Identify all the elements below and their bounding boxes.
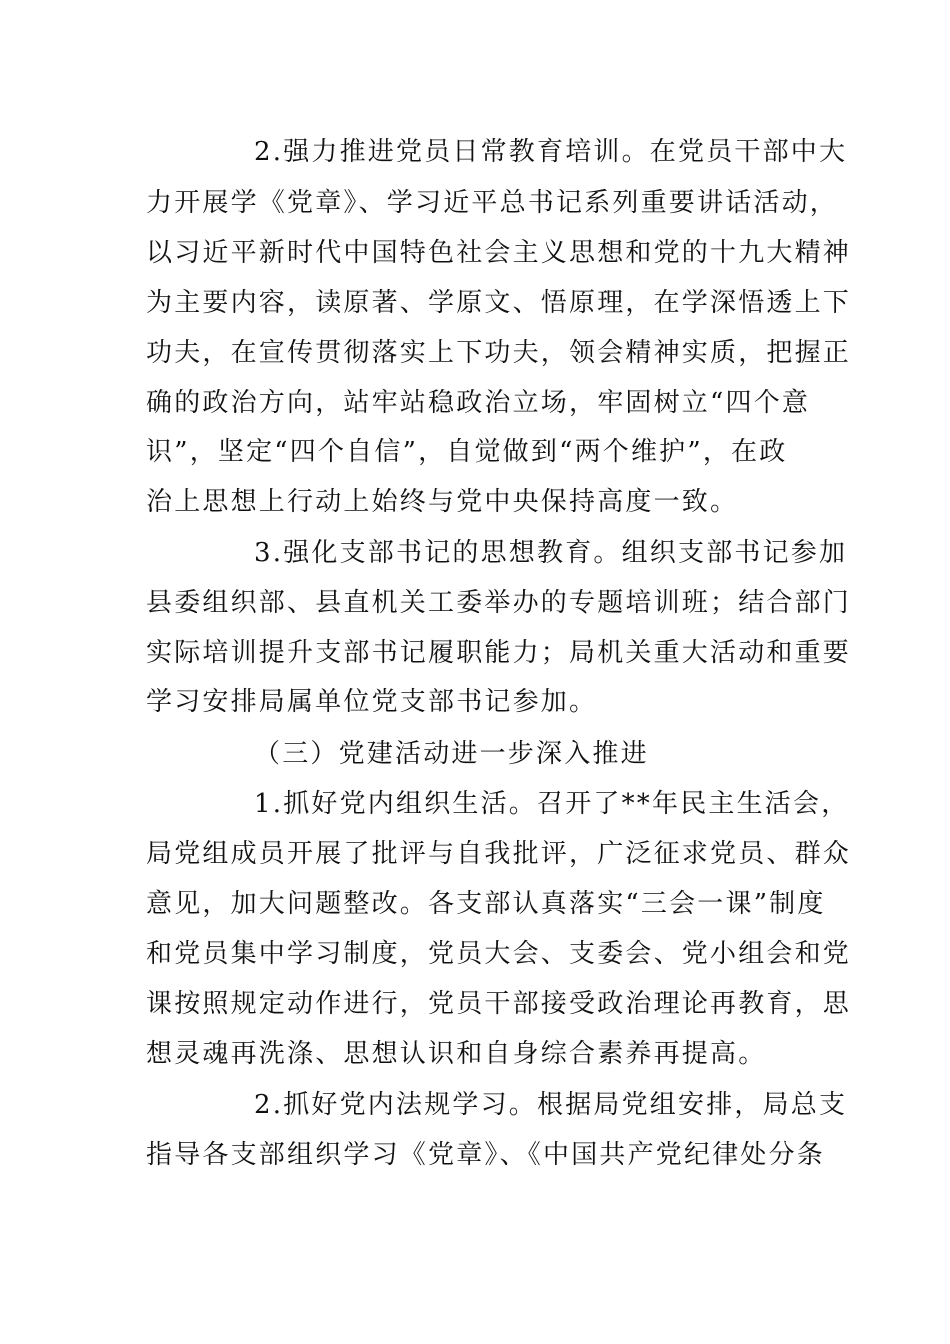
paragraph-3-line-1: 3.强化支部书记的思想教育。组织支部书记参加 (254, 538, 848, 568)
paragraph-4-line-5: 课按照规定动作进行，党员干部接受政治理论再教育，思 (146, 989, 852, 1019)
paragraph-2-line-3: 以习近平新时代中国特色社会主义思想和党的十九大精神 (146, 238, 852, 268)
paragraph-2-line-8: 治上思想上行动上始终与党中央保持高度一致。 (146, 487, 739, 517)
paragraph-2-line-1: 2.强力推进党员日常教育培训。在党员干部中大 (254, 137, 848, 167)
paragraph-2-line-7: 识”，坚定“四个自信”，自觉做到“两个维护”，在政 (146, 437, 788, 467)
paragraph-5-line-2: 指导各支部组织学习《党章》、《中国共产党纪律处分条 (146, 1140, 826, 1170)
paragraph-2-line-5: 功夫，在宣传贯彻落实上下功夫，领会精神实质，把握正 (146, 338, 852, 368)
paragraph-2-line-6: 确的政治方向，站牢站稳政治立场，牢固树立“四个意 (146, 388, 811, 418)
paragraph-2-line-4: 为主要内容，读原著、学原文、悟原理，在学深悟透上下 (146, 288, 852, 318)
section-heading: （三）党建活动进一步深入推进 (254, 739, 649, 769)
paragraph-4-line-2: 局党组成员开展了批评与自我批评，广泛征求党员、群众 (146, 839, 852, 869)
paragraph-4-line-1: 1.抓好党内组织生活。召开了**年民主生活会， (254, 789, 850, 819)
paragraph-4-line-4: 和党员集中学习制度，党员大会、支委会、党小组会和党 (146, 939, 852, 969)
paragraph-3-line-3: 实际培训提升支部书记履职能力；局机关重大活动和重要 (146, 638, 852, 668)
paragraph-5-line-1: 2.抓好党内法规学习。根据局党组安排，局总支 (254, 1090, 848, 1120)
paragraph-2-line-2: 力开展学《党章》、学习近平总书记系列重要讲话活动， (146, 188, 839, 218)
paragraph-3-line-4: 学习安排局属单位党支部书记参加。 (146, 687, 598, 717)
paragraph-4-line-3: 意见，加大问题整改。各支部认真落实“三会一课”制度 (146, 889, 826, 919)
paragraph-4-line-6: 想灵魂再洗涤、思想认识和自身综合素养再提高。 (146, 1039, 767, 1069)
paragraph-3-line-2: 县委组织部、县直机关工委举办的专题培训班；结合部门 (146, 588, 852, 618)
